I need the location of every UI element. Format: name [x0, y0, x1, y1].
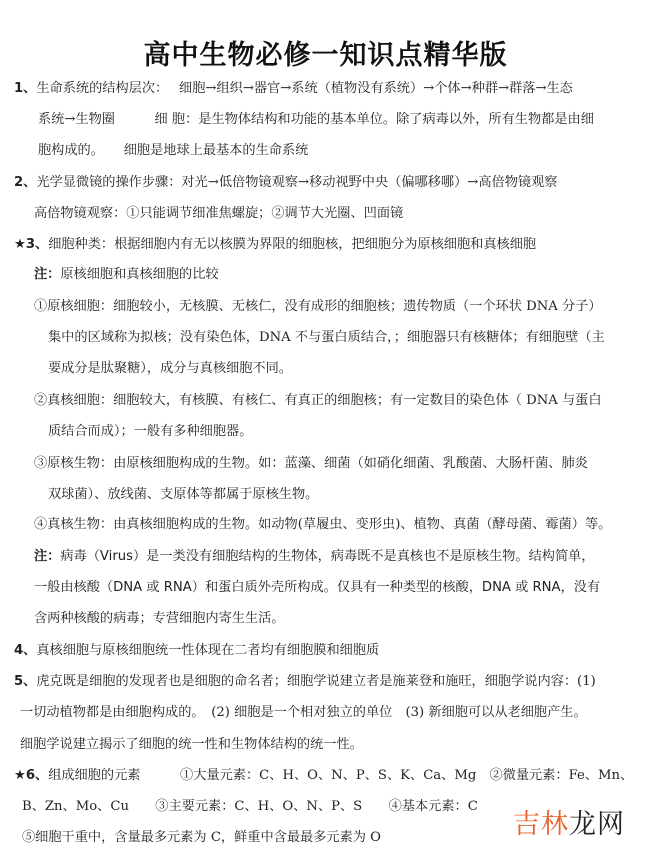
prokaryote-line-2: 集中的区域称为拟核；没有染色体，DNA 不与蛋白质结合，；细胞器只有核糖体；有细胞壁（主: [48, 330, 605, 345]
note-label: 注：: [34, 267, 61, 282]
watermark-part-1: 吉林: [513, 809, 569, 840]
section-6-number: ★6、: [14, 768, 49, 783]
prokaryotic-organism-line-2: 双球菌）、放线菌、支原体等都属于原核生物。: [48, 487, 319, 502]
watermark-part-2: 龙网: [569, 809, 625, 840]
section-5-line-1: [14, 673, 596, 691]
eukaryotic-organism-line-1: ④真核生物：由真核细胞构成的生物。如动物(草履虫、变形虫)、植物、真菌（酵母菌、霉菌）等。: [34, 517, 612, 532]
section-3-note: [34, 266, 219, 284]
section-4: [14, 642, 379, 660]
section-2-line-2: 高倍物镜观察：①只能调节细准焦螺旋；②调节大光圈、凹面镜: [34, 206, 404, 221]
section-3-heading-text: 细胞种类：根据细胞内有无以核膜为界限的细胞核，把细胞分为原核细胞和真核细胞: [48, 237, 537, 252]
section-1-text: 生命系统的结构层次： 细胞→组织→器官→系统（植物没有系统）→个体→种群→群落→生态: [36, 81, 573, 96]
section-3-number: ★3、: [14, 237, 49, 252]
section-5-number: 5、: [14, 674, 37, 689]
section-6-text: 组成细胞的元素 ①大量元素：C、H、O、N、P、S、K、Ca、Mg ②微量元素：Fe、Mn、: [48, 768, 634, 783]
section-4-number: 4、: [14, 643, 37, 658]
section-1-number: 1、: [14, 81, 37, 96]
section-6-line-1: [14, 767, 633, 785]
section-1-line-2: 系统→生物圈 细 胞：是生物体结构和功能的基本单位。除了病毒以外，所有生物都是由细: [38, 112, 594, 127]
prokaryotic-organism-line-1: ③原核生物：由原核细胞构成的生物。如：蓝藻、细菌（如硝化细菌、乳酸菌、大肠杆菌、肺炎: [34, 456, 588, 471]
section-5-line-3: 细胞学说建立揭示了细胞的统一性和生物体结构的统一性。: [20, 737, 363, 752]
watermark-logo: [513, 802, 625, 841]
virus-note-label: 注：: [34, 549, 61, 564]
prokaryote-line-1: ①原核细胞：细胞较小，无核膜、无核仁，没有成形的细胞核；遗传物质（一个环状 DNA 分子）: [34, 299, 602, 314]
section-5-line-2: 一切动植物都是由细胞构成的。 (2) 细胞是一个相对独立的单位 (3) 新细胞可以从老细胞产生。: [20, 705, 587, 720]
section-2-text: 光学显微镜的操作步骤：对光→低倍物镜观察→移动视野中央（偏哪移哪）→高倍物镜观察: [36, 175, 558, 190]
eukaryote-line-1: ②真核细胞：细胞较大，有核膜、有核仁、有真正的细胞核；有一定数目的染色体（ DNA 与蛋白: [34, 393, 602, 408]
section-1-line-1: [14, 80, 573, 98]
eukaryote-line-2: 质结合而成）；一般有多种细胞器。: [48, 424, 253, 439]
prokaryote-line-3: 要成分是肽聚糖），成分与真核细胞不同。: [48, 361, 292, 376]
virus-note-text: 病毒（Virus）是一类没有细胞结构的生物体，病毒既不是真核也不是原核生物。结构简单，: [60, 549, 595, 564]
section-6-line-2: B、Zn、Mo、Cu ③主要元素：C、H、O、N、P、S ④基本元素：C: [22, 799, 478, 814]
page-title: 高中生物必修一知识点精华版: [143, 40, 508, 71]
section-1-line-3: 胞构成的。 细胞是地球上最基本的生命系统: [38, 143, 309, 158]
section-4-text: 真核细胞与原核细胞统一性体现在二者均有细胞膜和细胞质: [36, 643, 380, 658]
section-6-line-3: ⑤细胞干重中，含量最多元素为 C，鲜重中含最最多元素为 O: [22, 830, 381, 845]
section-5-text: 虎克既是细胞的发现者也是细胞的命名者；细胞学说建立者是施莱登和施旺，细胞学说内容：(1): [36, 674, 596, 689]
virus-note-line-1: [34, 548, 595, 566]
virus-note-line-3: 含两种核酸的病毒；专营细胞内寄生生活。: [34, 611, 285, 626]
note-text: 原核细胞和真核细胞的比较: [60, 267, 219, 282]
virus-note-line-2: 一般由核酸（DNA 或 RNA）和蛋白质外壳所构成。仅具有一种类型的核酸，DNA 或 RNA，没有: [34, 580, 601, 595]
section-2-number: 2、: [14, 175, 37, 190]
section-3-heading: [14, 236, 536, 254]
section-2-line-1: [14, 174, 557, 192]
